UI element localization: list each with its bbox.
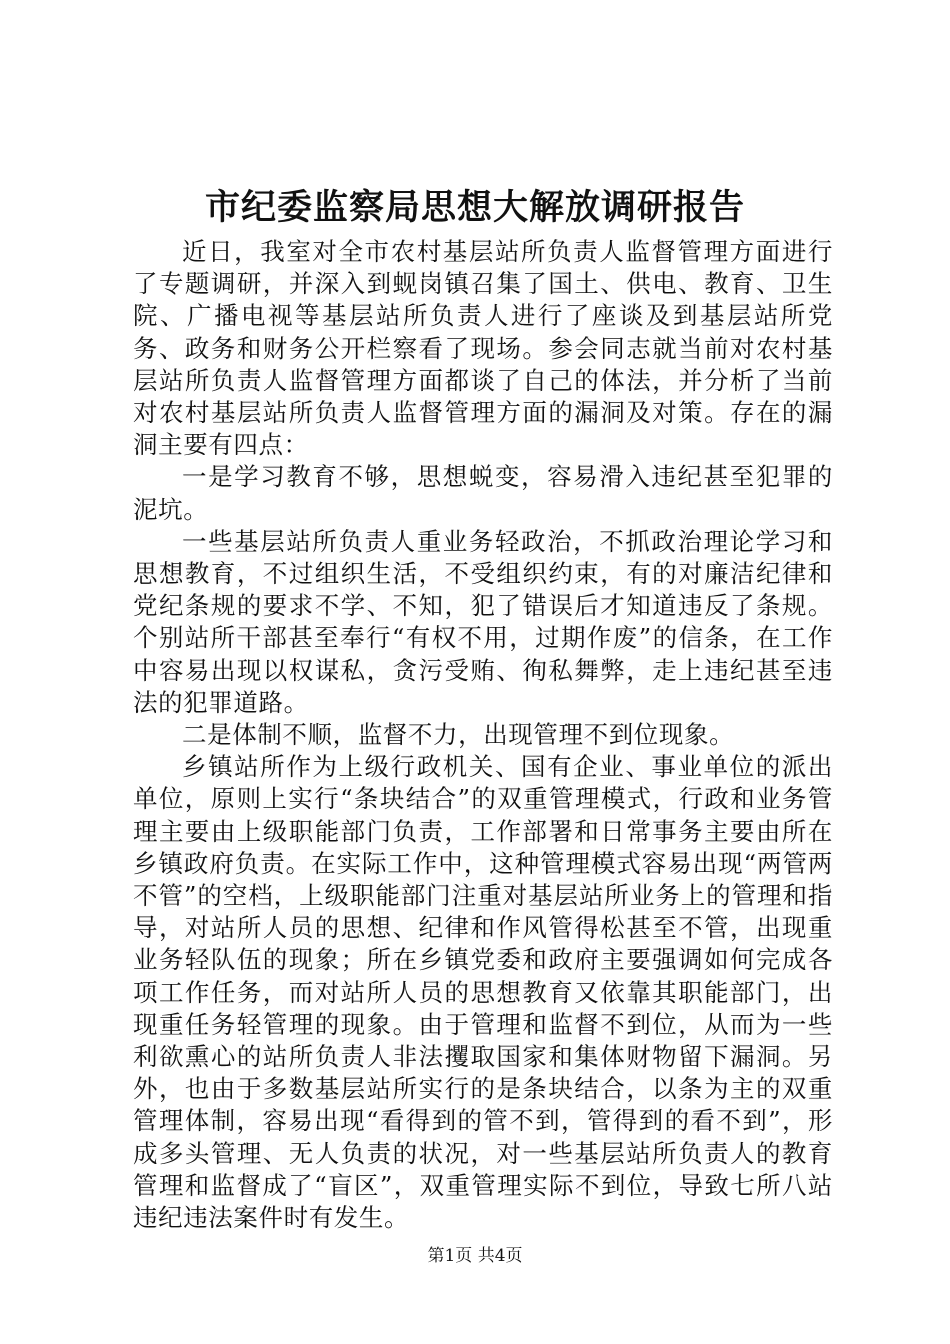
paragraph-point-one-heading: 一是学习教育不够，思想蜕变，容易滑入违纪甚至犯罪的泥坑。 (133, 462, 833, 524)
document-title: 市纪委监察局思想大解放调研报告 (204, 187, 745, 228)
document-body (133, 236, 833, 1234)
paragraph-point-two-body: 乡镇站所作为上级行政机关、国有企业、事业单位的派出单位，原则上实行“条块结合”的双重管理模式，行政和业务管理主要由上级职能部门负责，工作部署和日常事务主要由所在乡镇政府负责。在实际工作中，这种管理模式容易出现“两管两不管”的空档，上级职能部门注重对基层站所业务上的管理和指导，对站所人员的思想、纪律和作风管得松甚至不管，出现重业务轻队伍的现象；所在乡镇党委和政府主要强调如何完成各项工作任务，而对站所人员的思想教育又依靠其职能部门，出现重任务轻管理的现象。由于管理和监督不到位，从而为一些利欲熏心的站所负责人非法攫取国家和集体财物留下漏洞。另外，也由于多数基层站所实行的是条块结合，以条为主的双重管理体制，容易出现“看得到的管不到，管得到的看不到”，形成多头管理、无人负责的状况，对一些基层站所负责人的教育管理和监督成了“盲区”，双重管理实际不到位，导致七所八站违纪违法案件时有发生。 (133, 752, 833, 1233)
paragraph-point-two-heading: 二是体制不顺，监督不力，出现管理不到位现象。 (182, 720, 735, 750)
page-number-footer: 第1页 共4页 (427, 1246, 523, 1266)
paragraph-intro: 近日，我室对全市农村基层站所负责人监督管理方面进行了专题调研，并深入到蚬岗镇召集了国土、供电、教育、卫生院、广播电视等基层站所负责人进行了座谈及到基层站所党务、政务和财务公开栏察看了现场。参会同志就当前对农村基层站所负责人监督管理方面都谈了自己的体法，并分析了当前对农村基层站所负责人监督管理方面的漏洞及对策。存在的漏洞主要有四点： (133, 237, 833, 460)
paragraph-point-one-body: 一些基层站所负责人重业务轻政治，不抓政治理论学习和思想教育，不过组织生活，不受组织约束，有的对廉洁纪律和党纪条规的要求不学、不知，犯了错误后才知道违反了条规。个别站所干部甚至奉行“有权不用，过期作废”的信条，在工作中容易出现以权谋私，贪污受贿、徇私舞弊，走上违纪甚至违法的犯罪道路。 (133, 526, 833, 717)
